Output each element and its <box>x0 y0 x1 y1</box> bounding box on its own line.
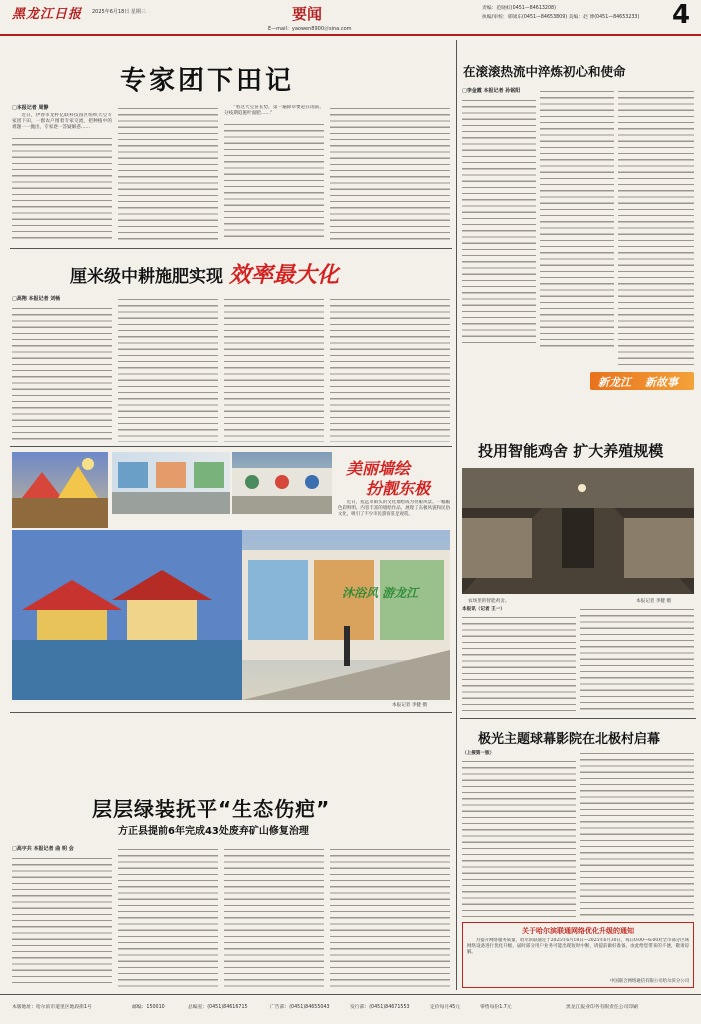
experts-body-col1 <box>12 135 112 242</box>
notice-box <box>462 922 694 988</box>
divider <box>10 248 452 249</box>
experts-headline: 专家团下田记 <box>120 66 295 96</box>
original-body-col1 <box>462 97 536 347</box>
mine-subtitle: 方正县提前6年完成43处废弃矿山修复治理 <box>118 826 309 837</box>
divider <box>10 712 452 713</box>
experts-quote-text: “看这大豆苗长势，第一遍除草要赶在雨前，分枝期追施叶面肥……” <box>224 105 324 117</box>
divider <box>10 446 452 447</box>
experts-quote <box>224 105 324 119</box>
theater-body-col2 <box>580 750 694 918</box>
street-wall-illustration <box>232 452 332 514</box>
footer-address: 本版地址：哈尔滨市道里区地段街1号 <box>12 1005 92 1010</box>
gallery-slogan-green: 沐浴风 游龙江 <box>342 586 419 600</box>
chicken-photo-caption: 农场里的智能鸡舍。 <box>468 599 510 604</box>
chicken-house-photo <box>462 468 694 594</box>
poultry-house-illustration <box>462 468 694 594</box>
mural-main-illustration <box>12 530 450 700</box>
notice-body: 为提升网络服务质量，哈尔滨联通定于2025年6月18日—2025年6月30日，每日0:00—6:00对全市部分区域网络设备进行优化升级，届时部分用户业务可能出现短时中断，请提前做好准备。由此给您带来的不便，敬请谅解。 <box>467 938 689 955</box>
mine-body-col4 <box>330 846 450 987</box>
section-title: 要闻 <box>292 5 323 23</box>
newlongjiang-banner <box>590 372 694 390</box>
gallery-slogan-2: 扮靓东极 <box>366 479 431 498</box>
footer-print-cost: 零售每份1.7元 <box>480 1005 512 1010</box>
footer-printer: 黑龙江报业印务有限责任公司印刷 <box>566 1005 638 1010</box>
chicken-byline: 本报讯（记者 王一） <box>462 607 505 612</box>
mine-byline: □高宇共 本报记者 曲 明 会 <box>12 846 74 852</box>
planting-headline <box>70 258 339 289</box>
footer-postcode: 邮编：150010 <box>132 1005 165 1010</box>
planting-body-col4 <box>330 296 450 442</box>
experts-body-col2 <box>118 105 218 242</box>
footer-ad-tel: 广告部：(0451)84655043 <box>270 1005 330 1010</box>
theater-byline: （上接第一版） <box>462 751 495 756</box>
footer-news-tel: 总编室：(0451)84616715 <box>188 1005 248 1010</box>
planting-byline: □高翔 本报记者 刘畅 <box>12 296 61 302</box>
experts-byline: □本报记者 周静 <box>12 105 49 111</box>
theater-body-col1 <box>462 758 576 918</box>
planting-body-col1 <box>12 305 112 442</box>
notice-signature: 中国联合网络通信有限公司哈尔滨分公司 <box>609 979 689 984</box>
designer-line: 执编/审校：邢啸东(0451—84653809) 美编：赵 博(0451—84653233) <box>482 15 640 20</box>
mine-headline: 层层绿装抚平“生态伤疤” <box>92 797 331 821</box>
planting-body-col2 <box>118 296 218 442</box>
chicken-headline: 投用智能鸡舍 扩大养殖规模 <box>478 442 664 460</box>
notice-title: 关于哈尔滨联通网络优化升级的通知 <box>522 927 634 935</box>
original-headline: 在滚滚热流中淬炼初心和使命 <box>463 64 626 79</box>
issue-date: 2025年6月18日 星期三 <box>92 9 146 15</box>
gallery-credit: 本报记者 李健 摄 <box>392 703 428 708</box>
footer-dist-tel: 发行部：(0451)84671553 <box>350 1005 410 1010</box>
banner-text-b: 新故事 <box>645 376 678 389</box>
editor-line: 责编：范晓虹(0451—84613208) <box>482 6 556 11</box>
notice-body-wrap <box>467 938 689 978</box>
experts-lead-text: 近日，伊春市龙杯亿联科技园区组织大豆专家团下田，一群农户围着专家交流，把种植中的难题一一抛出，专家逐一答疑解惑…… <box>12 113 112 131</box>
experts-body-col3 <box>224 121 324 242</box>
theater-headline: 极光主题球幕影院在北极村启幕 <box>478 732 661 747</box>
original-byline: □李金霞 本报记者 孙铭阳 <box>462 88 521 94</box>
gallery-caption-text: 近日，抚远市街头的文化墙绘成为亮眼风景。一幅幅色彩鲜明、内容丰富的墙绘作品，展现了东极风貌和民俗文化，吸引了不少市民游客驻足观赏。 <box>338 500 450 517</box>
page-number: 4 <box>672 0 691 30</box>
footer-price: 定价每月45元 <box>430 1005 461 1010</box>
mine-body-col1 <box>12 855 112 987</box>
chicken-photo-credit: 本报记者 李健 摄 <box>636 599 672 604</box>
mural-art-illustration <box>12 452 108 528</box>
mural-photo-top-left <box>12 452 108 528</box>
mine-body-col2 <box>118 846 218 987</box>
wall-art-illustration <box>112 452 230 514</box>
planting-title-red: 效率最大化 <box>228 263 339 288</box>
planting-body-col3 <box>224 296 324 442</box>
original-body-col2 <box>540 88 614 347</box>
chicken-body-col2 <box>580 606 694 714</box>
mural-photo-main <box>12 530 450 700</box>
gallery-slogan-1: 美丽墙绘 <box>346 459 411 478</box>
footer <box>0 994 701 1024</box>
masthead <box>0 0 701 36</box>
column-divider <box>456 40 457 990</box>
planting-title-black: 厘米级中耕施肥实现 <box>70 267 223 287</box>
mural-photo-top-right <box>232 452 332 514</box>
banner-text-a: 新龙江 <box>598 376 631 389</box>
mural-photo-top-mid <box>112 452 230 514</box>
divider <box>460 718 696 719</box>
section-email: E—mail：yaowen8900＠sina.com <box>268 26 352 32</box>
mine-body-col3 <box>224 846 324 987</box>
experts-body-col4 <box>330 105 450 242</box>
original-body-col3 <box>618 88 694 368</box>
paper-name: 黑龙江日报 <box>12 7 83 22</box>
experts-lead <box>12 113 112 133</box>
chicken-body-col1 <box>462 614 576 714</box>
